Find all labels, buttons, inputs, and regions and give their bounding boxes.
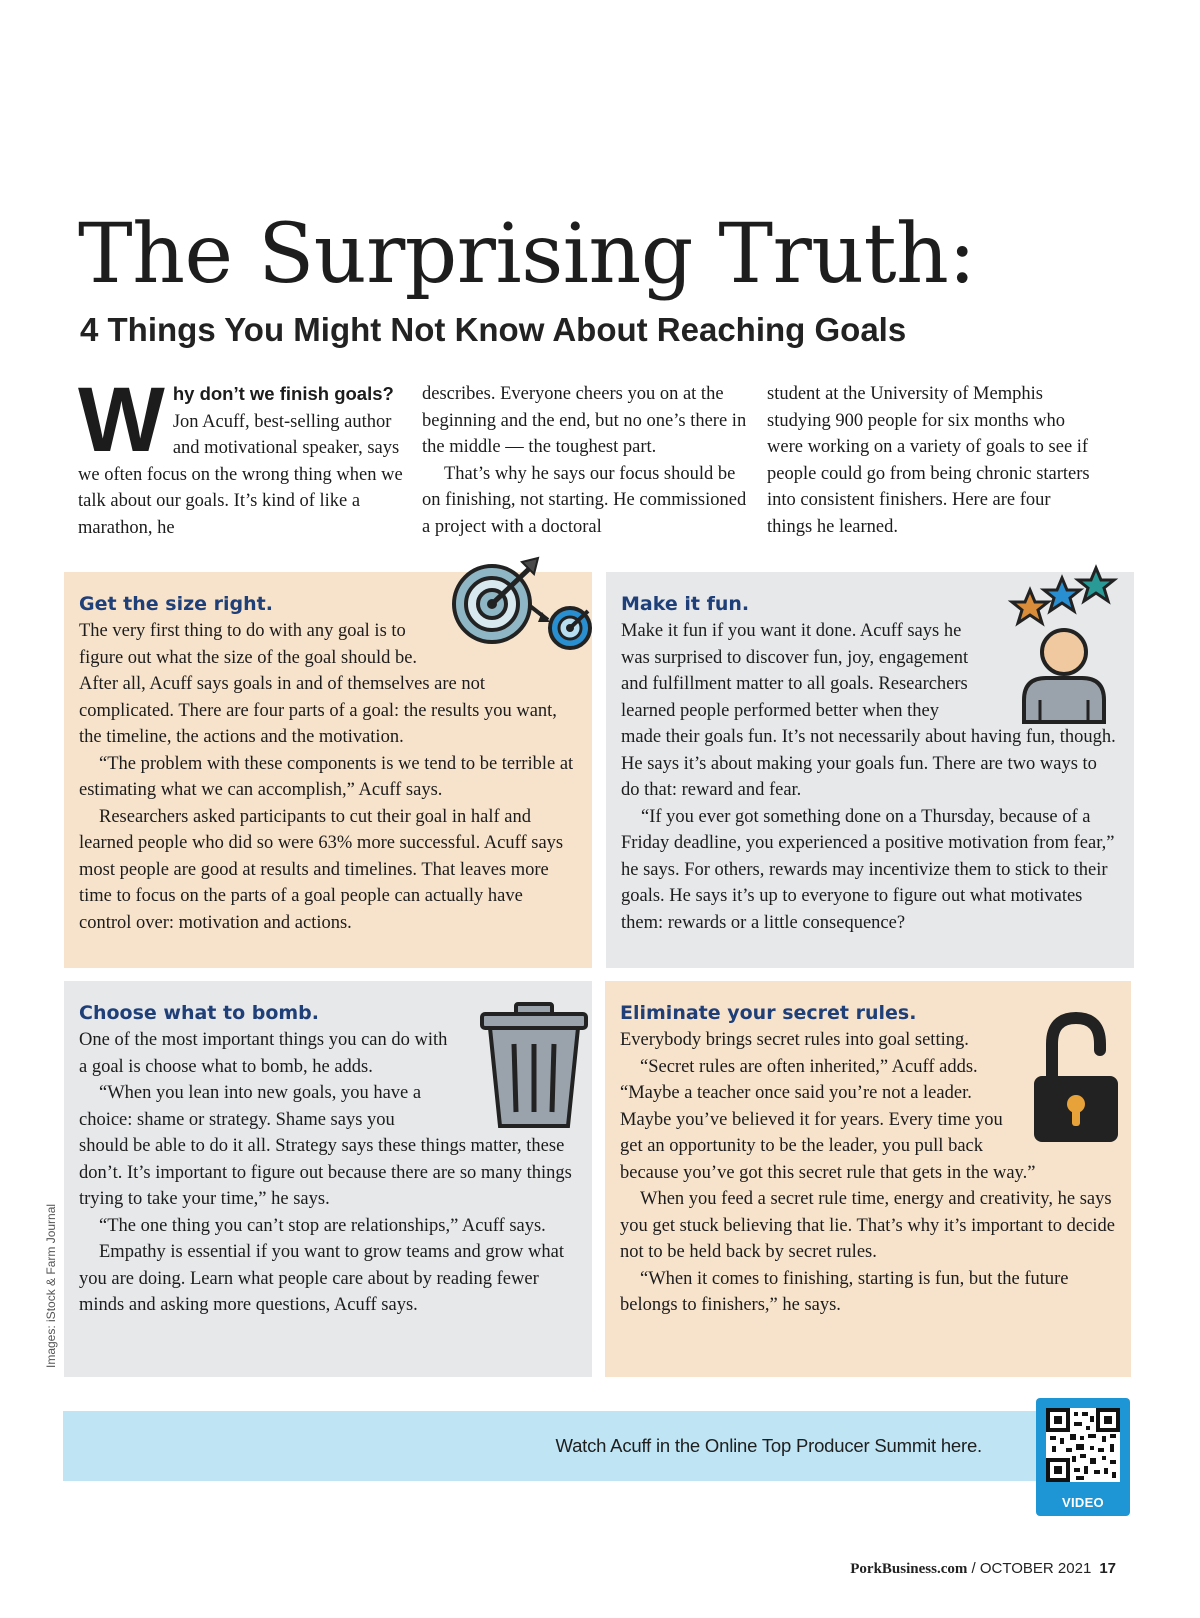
tip-heading: Get the size right. <box>79 593 273 615</box>
tip-paragraph: The very first thing to do with any goal is to figure out what the size of the goal should be. After all, Acuff says goals in and of themselves are not complicated. There are four parts of a goal: the results you want, the timeline, the actions and the motivation. <box>79 621 557 747</box>
tip-paragraph: One of the most important things you can do with a goal is choose what to bomb, he adds. <box>79 1030 448 1077</box>
tip-paragraph: “When you lean into new goals, you have a choice: shame or strategy. Shame says you should be able to do it all. Strategy says these things matter, these don’t. It’s important to figure out because there are so many things trying to take your time,” he says. <box>79 1083 572 1209</box>
footer-separator: / <box>967 1560 980 1577</box>
intro-text: Jon Acuff, best-selling author and motivational speaker, says we often focus on the wrong thing when we talk about our goals. It’s kind of like a marathon, he <box>78 411 403 538</box>
intro-paragraph: That’s why he says our focus should be on finishing, not starting. He commissioned a project with a doctoral <box>422 463 747 537</box>
intro-lead: hy don’t we finish goals? <box>172 383 394 404</box>
video-banner[interactable] <box>63 1411 1122 1481</box>
tip-heading: Make it fun. <box>621 593 750 615</box>
intro-column-3 <box>767 381 1097 540</box>
intro-column-1 <box>78 369 408 541</box>
image-credit <box>42 1200 60 1380</box>
page-footer <box>850 1560 1116 1578</box>
target-icon <box>450 556 600 656</box>
tip-paragraph: Researchers asked participants to cut their goal in half and learned people who did so were 63% more successful. Acuff says most people are good at results and timelines. That leaves more time to focus on the parts of a goal people can actually have control over: motivation and actions. <box>79 806 564 933</box>
tip-paragraph: When you feed a secret rule time, energy and creativity, he says you get stuck believing that lie. That’s why it’s important to decide not to be held back by secret rules. <box>620 1189 1115 1262</box>
article-subtitle: 4 Things You Might Not Know About Reaching Goals <box>80 311 907 348</box>
tip-paragraph: “The problem with these components is we tend to be terrible at estimating what we can accomplish,” Acuff says. <box>79 753 574 800</box>
article-title: The Surprising Truth: <box>78 207 976 302</box>
tip-paragraph: Everybody brings secret rules into goal setting. <box>620 1030 969 1050</box>
qr-label[interactable]: VIDEO <box>1062 1495 1104 1510</box>
tip-paragraph: “Secret rules are often inherited,” Acuff adds. “Maybe a teacher once said you’re not a leader. Maybe you’ve believed it for years. Every time you get an opportunity to be the leader, you pull back because you’ve got this secret rule that gets in the way.” <box>620 1056 1036 1183</box>
tip-heading: Eliminate your secret rules. <box>620 1002 917 1024</box>
intro-column-2 <box>422 381 752 540</box>
tip-paragraph: “If you ever got something done on a Thursday, because of a Friday deadline, you experienced a positive motivation from fear,” he says. For others, rewards may incentivize them to stick to their goals. He says it’s up to everyone to figure out what motivates them: rewards or a little consequence? <box>621 806 1115 933</box>
trash-can-icon <box>476 1000 596 1136</box>
tip-paragraph: “When it comes to finishing, starting is fun, but the future belongs to finishers,” he says. <box>620 1268 1069 1315</box>
unlocked-padlock-icon <box>1028 1010 1124 1146</box>
drop-cap: W <box>78 369 165 471</box>
video-qr-code[interactable] <box>1036 1398 1130 1516</box>
footer-site: PorkBusiness.com <box>850 1561 968 1577</box>
tip-paragraph: Make it fun if you want it done. Acuff says he was surprised to discover fun, joy, engagement and fulfillment matter to all goals. Researchers learned people performed better when they made their goals fun. It’s not necessarily about having fun, though. He says it’s about making your goals fun. There are two ways to do that: reward and fear. <box>621 621 1116 800</box>
qr-code-icon[interactable] <box>1046 1408 1120 1482</box>
intro-paragraph: student at the University of Memphis studying 900 people for six months who were working on a variety of goals to see if people could go from being chronic starters into consistent finishers. Here are four things he learned. <box>767 384 1090 537</box>
footer-issue: OCTOBER 2021 <box>979 1560 1092 1577</box>
tip-paragraph: “The one thing you can’t stop are relationships,” Acuff says. <box>99 1215 546 1236</box>
tip-paragraph: Empathy is essential if you want to grow teams and grow what you are doing. Learn what people care about by reading fewer minds and asking more questions, Acuff says. <box>79 1242 564 1315</box>
tip-heading: Choose what to bomb. <box>79 1002 320 1024</box>
intro-paragraph: describes. Everyone cheers you on at the beginning and the end, but no one’s there in the middle — the toughest part. <box>422 384 747 457</box>
image-credit-text: Images: iStock & Farm Journal <box>44 1203 58 1368</box>
banner-text[interactable]: Watch Acuff in the Online Top Producer Summit here. <box>555 1435 982 1456</box>
page-number: 17 <box>1099 1560 1116 1577</box>
person-stars-icon <box>1006 564 1124 734</box>
